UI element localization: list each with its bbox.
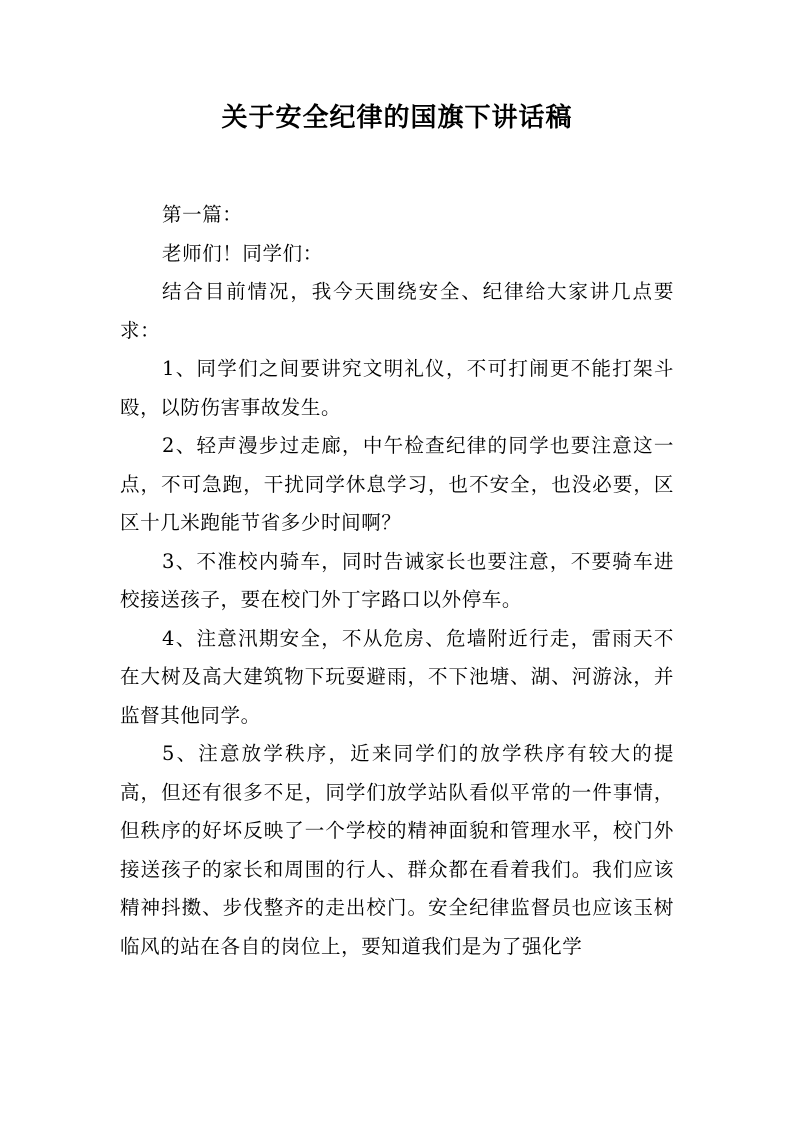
- document-title: 关于安全纪律的国旗下讲话稿: [221, 103, 573, 133]
- section-heading: 第一篇：: [162, 203, 243, 226]
- point-5-paragraph: 5、注意放学秩序，近来同学们的放学秩序有较大的提高，但还有很多不足，同学们放学站队看似平常的一件事情，但秩序的好坏反映了一个学校的精神面貌和管理水平，校门外接送孩子的家长和周围的行人、群众都在看着我们。我们应该精神抖擞、步伐整齐的走出校门。安全纪律监督员也应该玉树临风的站在各自的岗位上，要知道我们是为了强化学: [120, 742, 674, 958]
- salutation: 老师们！同学们：: [162, 241, 323, 265]
- document-body: [120, 196, 674, 966]
- intro-paragraph: 结合目前情况，我今天围绕安全、纪律给大家讲几点要求：: [120, 280, 674, 342]
- point-2-paragraph: 2、轻声漫步过走廊，中午检查纪律的同学也要注意这一点，不可急跑，干扰同学休息学习，也不安全，也没必要，区区十几米跑能节省多少时间啊？: [120, 434, 674, 534]
- point-1-paragraph: 1、同学们之间要讲究文明礼仪，不可打闹更不能打架斗殴，以防伤害事故发生。: [120, 357, 674, 419]
- point-4-paragraph: 4、注意汛期安全，不从危房、危墙附近行走，雷雨天不在大树及高大建筑物下玩耍避雨，不下池塘、湖、河游泳，并监督其他同学。: [120, 626, 674, 727]
- point-3-paragraph: 3、不准校内骑车，同时告诫家长也要注意，不要骑车进校接送孩子，要在校门外丁字路口以外停车。: [120, 549, 674, 611]
